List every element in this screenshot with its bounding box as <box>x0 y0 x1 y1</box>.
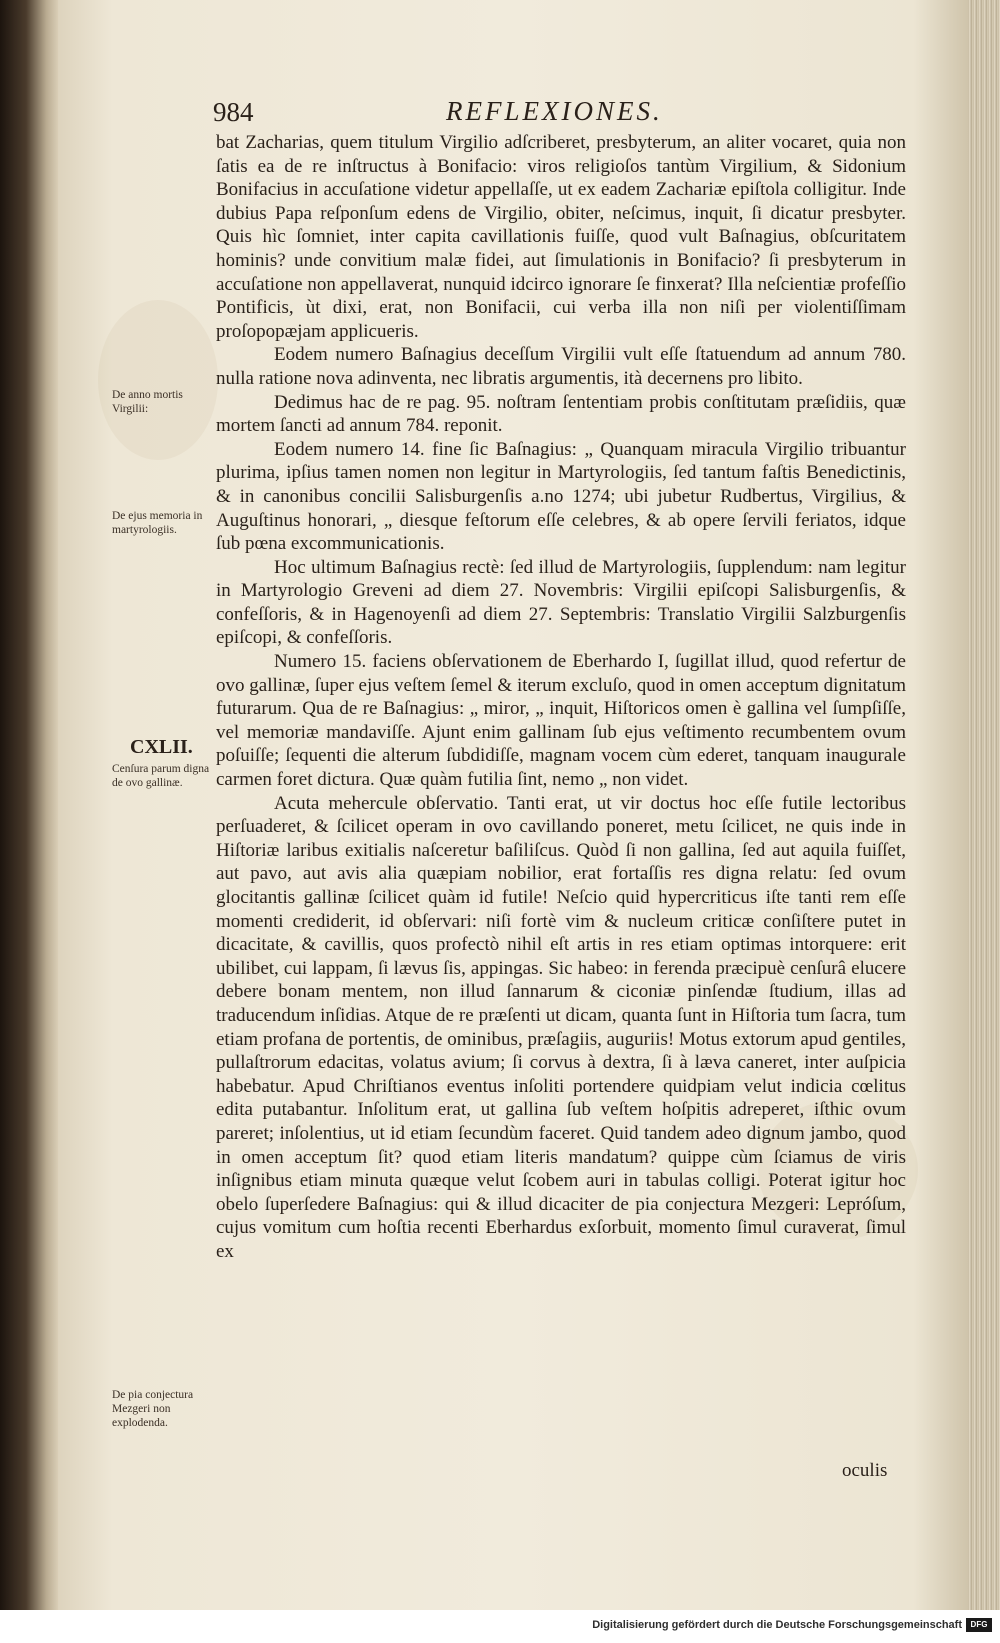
catchword: oculis <box>842 1460 888 1481</box>
paragraph: Eodem numero 14. fine ſic Baſnagius: „ Quanquam miracula Virgilio tribuantur plurima, ipſius tamen nomen non legitur in Martyrologiis, ſed tantum faſtis Benedictinis, & in canonibus concilii Salisburgenſis a.no 1274; ubi jubetur Rudbertus, Virgilius, & Auguſtinus honorari, „ diesque feſtorum eſſe celebres, & ab opere ſervili feriatos, idque ſub pœna excommunicationis. <box>216 438 906 555</box>
running-head: REFLEXIONES. <box>446 96 663 126</box>
paragraph: Acuta mehercule obſervatio. Tanti erat, ut vir doctus hoc eſſe futile lectoribus perſuaderet, & ſcilicet operam in ovo cavillando poneret, metu ſcilicet, ne quis inde in Hiſtoriæ laribus exitialis naſceretur baſiliſcus. Quòd ſi non gallina, ſed aut aquila fuiſſet, aut pavo, aut avis alia quæpiam nobilior, erat fortaſſis res digna relatu: ſed ovum glocitantis gallinæ ſcilicet quàm id futile! Neſcio quid hypercriticus iſte tanti rem eſſe momenti crediderit, id obſervari: niſi fortè vim & nucleum criticæ conſiſtere putet in dicacitate, & cavillis, quos profectò nihil eſt artis in res etiam optimas intorquere: erit ubilibet, cui lappam, ſi lævus ſis, appingas. Sic habeo: in ferenda præcipuè cenſurâ elucere debere bonam mentem, non illud ſannarum & ciconiæ pinſendæ ſtudium, illas ad traducendum inſidias. Atque de re præſenti ut dicam, quanta ſunt in Hiſtoria tum ſacra, tum etiam profana de portentis, de ominibus, præſagiis, auguriis! Motus extorum apud gentiles, pullaſtrorum edacitas, volatus avium; ſi corvus à dextra, ſi à læva caneret, inter auſpicia habebatur. Apud Chriſtianos eventus inſoliti portendere quidpiam velut indicia cœlitus edita putabantur. Inſolitum erat, ut gallina ſub veſtem hoſpitis adreperet, iſthic ovum pareret; inſolentius, ut id etiam ſecundùm faceret. Quid tandem adeo dignum jambo, quod in omen acceptum ſit? quod etiam literis mandatum? quippe cùm ſciamus de viris inſignibus etiam minuta quæque velut ſcobem auri in tabulas colligi. Poterat igitur hoc obelo ſuperſedere Baſnagius: qui & illud dicaciter de pia conjectura Mezgeri: Lepróſum, cujus vomitum cum hoſtia recenti Eberhardus exſorbuit, momento ſimul curaverat, ſimul ex <box>216 792 906 1262</box>
paragraph: Eodem numero Baſnagius deceſſum Virgilii vult eſſe ſtatuendum ad annum 780. nulla ratione nova adinventa, nec libratis argumentis, ità decernens pro libito. <box>216 344 906 389</box>
footer-credit: Digitalisierung gefördert durch die Deutsche Forschungsgemeinschaft <box>592 1619 962 1631</box>
margin-note: Cenſura parum digna de ovo gallinæ. <box>112 763 210 789</box>
margin-note: De ejus memoria in martyrologiis. <box>112 510 203 536</box>
paragraph: Numero 15. faciens obſervationem de Eberhardo I, ſugillat illud, quod refertur de ovo gallinæ, ſuper ejus veſtem ſemel & iterum excluſo, quod in omen acceptum dignitatum futurarum. Qua de re Baſnagius: „ miror, „ inquit, Hiſtoricos omen è gallina vel ſumpſiſſe, vel memoriæ mandaviſſe. Ajunt enim gallinam ſub ejus veſtimento recumbentem ovum poſuiſſe; ſequenti die alterum ſubdidiſſe, magnam vocem cùm ederet, tanquam inaugurale carmen foret dictura. Quæ quàm futilia ſint, nemo „ non videt. <box>216 651 906 791</box>
book-spine <box>0 0 58 1643</box>
dfg-logo-icon: DFG <box>966 1618 992 1632</box>
paragraph: Dedimus hac de re pag. 95. noſtram ſententiam probis conſtitutam præſidiis, quæ mortem ſancti ad annum 784. reponit. <box>216 391 906 437</box>
paragraph: Hoc ultimum Baſnagius rectè: ſed illud de Martyrologiis, ſupplendum: nam legitur in Martyrologio Greveni ad diem 27. Novembris: Virgilii epiſcopi Salisburgenſis, & confeſſoris, & in Hagenoyenſi ad diem 27. Septembris: Translatio Virgilii Salzburgenſis epiſcopi, & confeſſoris. <box>216 556 906 649</box>
paper-stain <box>98 300 218 460</box>
section-number: CXLII. <box>130 736 193 758</box>
paragraph: bat Zacharias, quem titulum Virgilio adſcriberet, presbyterum, an aliter vocaret, quia non ſatis ea de re inſtructus à Bonifacio: viros religioſos tantùm Virgilium, & Sidonium Bonifacius in accuſatione videtur appellaſſe, ut ex eadem Zachariæ epiſtola colligitur. Inde dubius Papa reſponſum edens de Virgilio, obiter, neſcimus, inquit, ſi dicatur presbyter. Quis hìc ſomniet, inter capita cavillationis fuiſſe, quod vult Baſnagius, obſcuritatem hominis? unde convitium malæ fidei, aut ſimulationis in Bonifacio? ſi presbyterum in accuſatione non appellaverat, nunquid idcirco ignorare ſe finxerat? Illa neſcientiæ profeſſio Pontificis, ùt dixi, erat, non Bonifacii, cui verba illa non niſi per violentiſſimam proſopopæjam applicueris. <box>216 132 906 342</box>
page-edges <box>968 0 1000 1610</box>
margin-note: De pia conjectura Mezgeri non explodenda. <box>112 1389 194 1429</box>
page-number: 984 <box>213 97 254 127</box>
main-text <box>216 131 906 1264</box>
footer-bar <box>0 1610 1000 1643</box>
margin-note: De anno mortis Virgilii: <box>112 389 183 415</box>
